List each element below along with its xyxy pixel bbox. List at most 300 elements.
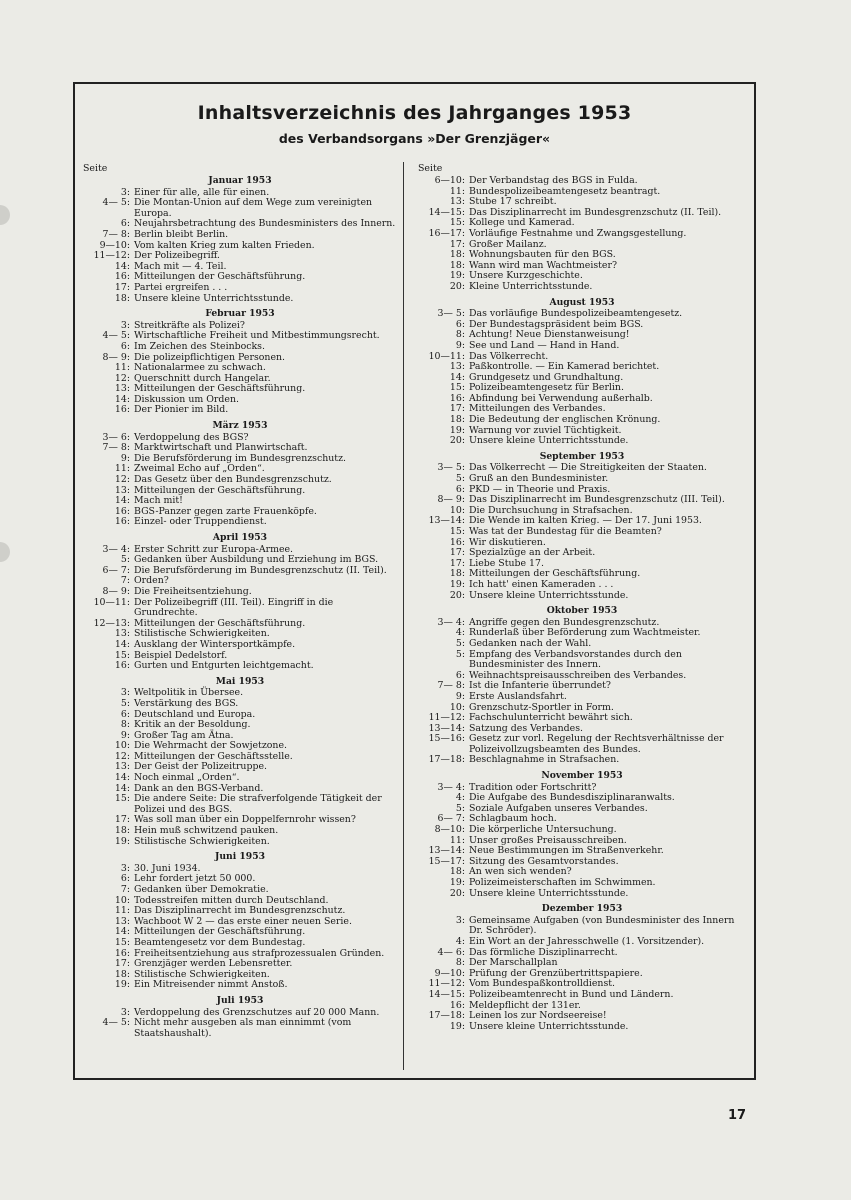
- entry-title: Der Polizeibegriff.: [134, 250, 220, 262]
- toc-entry: [418, 734, 746, 755]
- toc-entry: [83, 640, 397, 651]
- entry-page: 11—12:: [93, 250, 130, 262]
- entry-title: Großer Tag am Ätna.: [134, 729, 234, 741]
- entry-page: 9:: [455, 690, 465, 702]
- entry-page: 6:: [120, 873, 130, 885]
- toc-entry: [418, 990, 746, 1001]
- entry-page: 19:: [449, 424, 465, 436]
- entry-title: Gedanken über Demokratie.: [134, 884, 269, 895]
- page-title: Inhaltsverzeichnis des Jahrganges 1953: [197, 102, 632, 124]
- toc-entry: [83, 837, 397, 848]
- entry-page: 19:: [449, 578, 465, 590]
- entry-title: Vom Bundespaßkontrolldienst.: [469, 978, 615, 990]
- entry-title: Mitteilungen des Verbandes.: [469, 403, 606, 415]
- entry-title: Die andere Seite: Die strafverfolgende Tätigkeit der Polizei und des BGS.: [134, 793, 382, 815]
- entry-title: Partei ergreifen . . .: [134, 281, 228, 293]
- entry-page: 8— 9:: [102, 351, 130, 363]
- month-heading: März 1953: [212, 420, 268, 432]
- entry-page: 12:: [114, 372, 130, 384]
- entry-title: Unsere kleine Unterrichtsstunde.: [469, 589, 629, 601]
- entry-title: Der Polizeibegriff (III. Teil). Eingriff in die Grundrechte.: [134, 596, 334, 619]
- entry-page: 15:: [114, 649, 130, 661]
- entry-title: Im Zeichen des Steinbocks.: [134, 340, 265, 352]
- entry-page: 17:: [449, 238, 465, 250]
- toc-entry: [418, 804, 746, 815]
- entry-title: Verdoppelung des BGS?: [134, 431, 249, 443]
- entry-page: 13:: [114, 383, 130, 395]
- entry-page: 20:: [449, 280, 465, 292]
- entry-title: Prüfung der Grenzübertrittspapiere.: [469, 967, 643, 979]
- entry-title: Ausklang der Wintersportkämpfe.: [134, 638, 296, 650]
- entry-title: Unsere kleine Unterrichtsstunde.: [469, 887, 629, 899]
- punch-hole: [0, 542, 10, 562]
- entry-page: 16:: [449, 999, 465, 1011]
- entry-page: 3:: [120, 186, 130, 198]
- entry-title: Freiheitsentziehung aus strafprozessualen Gründen.: [134, 947, 385, 959]
- entry-page: 17:: [449, 547, 465, 559]
- entry-title: Tradition oder Fortschritt?: [469, 781, 597, 793]
- punch-hole: [0, 205, 10, 225]
- entry-page: 20:: [449, 435, 465, 447]
- entry-title: Gruß an den Bundesminister.: [469, 473, 609, 485]
- entry-title: Unsere kleine Unterrichtsstunde.: [469, 1020, 629, 1032]
- entry-title: Erster Schritt zur Europa-Armee.: [134, 543, 294, 555]
- entry-title: Hein muß schwitzend pauken.: [134, 825, 279, 837]
- entry-title: Die Montan-Union auf dem Wege zum vereinigten Europa.: [134, 197, 373, 219]
- entry-page: 19:: [449, 1020, 465, 1032]
- month-heading: Februar 1953: [205, 308, 275, 320]
- entry-page: 16:: [114, 947, 130, 959]
- entry-title: Die Bedeutung der englischen Krönung.: [469, 414, 661, 426]
- toc-entry: [83, 794, 397, 815]
- entry-page: 11:: [449, 185, 465, 197]
- entry-title: Diskussion um Orden.: [134, 393, 239, 405]
- entry-page: 14—15:: [428, 206, 465, 218]
- entry-page: 15:: [114, 793, 130, 805]
- entry-title: Vorläufige Festnahme und Zwangsgestellung.: [469, 227, 687, 239]
- entry-page: 12—13:: [93, 617, 130, 629]
- entry-title: Beamtengesetz vor dem Bundestag.: [134, 936, 306, 948]
- entry-page: 15—16:: [428, 733, 465, 745]
- toc-entry: [418, 755, 746, 766]
- entry-page: 16:: [114, 505, 130, 517]
- toc-entry: [418, 878, 746, 889]
- entry-title: Erste Auslandsfahrt.: [469, 690, 567, 702]
- entry-page: 8— 9:: [437, 494, 465, 506]
- entry-page: 7:: [120, 575, 130, 587]
- toc-entry: [418, 548, 746, 559]
- entry-page: 14:: [114, 393, 130, 405]
- entry-page: 18:: [449, 414, 465, 426]
- entry-title: Deutschland und Europa.: [134, 708, 256, 720]
- entry-page: 3:: [455, 914, 465, 926]
- entry-title: Spezialzüge an der Arbeit.: [469, 547, 596, 559]
- entry-title: Mitteilungen der Geschäftsführung.: [134, 617, 306, 629]
- month-heading: September 1953: [539, 450, 625, 462]
- entry-title: Dank an den BGS-Verband.: [134, 782, 264, 794]
- entry-title: Die polizeipflichtigen Personen.: [134, 351, 286, 363]
- toc-entry: [418, 527, 746, 538]
- toc-entry: [418, 948, 746, 959]
- entry-title: Polizeibeamtenrecht in Bund und Ländern.: [469, 988, 674, 1000]
- entry-title: Das Disziplinarrecht im Bundesgrenzschutz (III. Teil).: [469, 494, 725, 506]
- toc-entry: [418, 436, 746, 447]
- toc-entry: [83, 198, 397, 219]
- entry-page: 18:: [114, 292, 130, 304]
- entry-page: 13:: [449, 361, 465, 373]
- toc-entry: [418, 341, 746, 352]
- entry-title: Das Gesetz über den Bundesgrenzschutz.: [134, 474, 332, 486]
- entry-page: 4— 5:: [102, 1017, 130, 1029]
- toc-entry: [418, 187, 746, 198]
- month-heading: Juni 1953: [215, 851, 265, 863]
- entry-page: 11:: [114, 463, 130, 475]
- month-heading: Juli 1953: [216, 994, 264, 1006]
- month-heading: Dezember 1953: [541, 903, 623, 915]
- toc-entry: [418, 591, 746, 602]
- left-column: [83, 164, 397, 1039]
- toc-entry: [83, 720, 397, 731]
- toc-entry: [83, 230, 397, 241]
- entry-page: 6:: [455, 318, 465, 330]
- entry-title: Fachschulunterricht bewährt sich.: [469, 712, 633, 724]
- entry-page: 13:: [449, 196, 465, 208]
- toc-entry: [418, 692, 746, 703]
- entry-page: 8— 9:: [102, 585, 130, 597]
- entry-page: 14:: [114, 772, 130, 784]
- toc-entry: [83, 283, 397, 294]
- entry-page: 19:: [449, 877, 465, 888]
- entry-page: 7— 8:: [102, 442, 130, 454]
- toc-entry: [83, 241, 397, 252]
- entry-title: Das förmliche Disziplinarrecht.: [469, 946, 618, 958]
- entry-title: Zweimal Echo auf „Orden“.: [134, 463, 265, 475]
- toc-entry: [418, 681, 746, 692]
- entry-title: Angriffe gegen den Bundesgrenzschutz.: [469, 616, 660, 628]
- entry-title: Wir diskutieren.: [469, 536, 546, 548]
- entry-page: 13—14:: [428, 515, 465, 527]
- seite-label: Seite: [83, 163, 108, 174]
- entry-page: 13—14:: [428, 722, 465, 734]
- entry-title: Was soll man über ein Doppelfernrohr wissen?: [134, 814, 356, 826]
- month-heading: Oktober 1953: [546, 605, 618, 617]
- entry-title: Mitteilungen der Geschäftsführung.: [134, 271, 306, 283]
- toc-entry: [418, 889, 746, 900]
- entry-title: Einer für alle, alle für einen.: [134, 186, 270, 198]
- entry-title: Polizeibeamtengesetz für Berlin.: [469, 382, 624, 394]
- month-heading: Januar 1953: [208, 175, 272, 186]
- entry-page: 9:: [120, 452, 130, 464]
- toc-entry: [83, 1018, 397, 1039]
- entry-page: 13:: [114, 628, 130, 640]
- toc-entry: [418, 1022, 746, 1033]
- entry-title: Ich hatt' einen Kameraden . . .: [469, 578, 614, 590]
- entry-title: Marktwirtschaft und Planwirtschaft.: [134, 442, 308, 454]
- entry-title: Berlin bleibt Berlin.: [134, 228, 229, 240]
- toc-entry: [83, 587, 397, 598]
- entry-title: Die Wende im kalten Krieg. — Der 17. Juni 1953.: [469, 515, 702, 527]
- entry-title: Das Völkerrecht.: [469, 350, 549, 362]
- entry-page: 9:: [455, 339, 465, 351]
- entry-page: 17—18:: [428, 1010, 465, 1022]
- entry-page: 14:: [114, 782, 130, 794]
- entry-page: 4:: [455, 627, 465, 639]
- entry-page: 16:: [449, 392, 465, 404]
- month-heading: Mai 1953: [215, 675, 265, 687]
- right-column: [418, 164, 746, 1032]
- entry-page: 11:: [114, 362, 130, 374]
- entry-page: 15:: [114, 936, 130, 948]
- entry-page: 12:: [114, 750, 130, 762]
- entry-title: Streitkräfte als Polizei?: [134, 319, 245, 331]
- entry-page: 3:: [120, 319, 130, 331]
- entry-title: Die körperliche Untersuchung.: [469, 824, 617, 836]
- entry-page: 15:: [449, 526, 465, 537]
- toc-entry: [83, 272, 397, 283]
- entry-title: Warnung vor zuviel Tüchtigkeit.: [469, 424, 622, 436]
- entry-page: 7— 8:: [437, 680, 465, 692]
- entry-title: Sitzung des Gesamtvorstandes.: [469, 855, 619, 867]
- entry-page: 5:: [455, 637, 465, 649]
- entry-title: Bundespolizeibeamtengesetz beantragt.: [469, 185, 661, 197]
- entry-page: 11—12:: [428, 712, 465, 724]
- toc-entry: [83, 384, 397, 395]
- entry-page: 11:: [114, 905, 130, 917]
- entry-title: Meldepflicht der 131er.: [469, 999, 581, 1011]
- entry-page: 3— 6:: [102, 431, 130, 443]
- entry-title: Die Berufsförderung im Bundesgrenzschutz.: [134, 452, 346, 464]
- entry-title: Abfindung bei Verwendung außerhalb.: [469, 392, 653, 404]
- entry-page: 6:: [120, 218, 130, 230]
- entry-page: 3:: [120, 1006, 130, 1018]
- toc-entry: [418, 916, 746, 937]
- entry-page: 16—17:: [428, 227, 465, 239]
- toc-frame: [73, 82, 756, 1080]
- entry-page: 3:: [120, 862, 130, 874]
- entry-page: 16:: [114, 516, 130, 528]
- toc-entry: [83, 566, 397, 577]
- entry-title: Empfang des Verbandsvorstandes durch den Bundesminister des Innern.: [469, 648, 682, 671]
- entry-title: Neujahrsbetrachtung des Bundesministers des Innern.: [134, 218, 396, 230]
- entry-title: Stilistische Schwierigkeiten.: [134, 835, 270, 847]
- entry-title: Kleine Unterrichtsstunde.: [469, 280, 593, 292]
- entry-page: 20:: [449, 887, 465, 899]
- entry-page: 7— 8:: [102, 228, 130, 240]
- entry-title: Mitteilungen der Geschäftsführung.: [134, 383, 306, 395]
- entry-page: 9:: [120, 729, 130, 741]
- column-divider: [403, 162, 404, 1070]
- entry-page: 10:: [449, 504, 465, 516]
- entry-title: Beispiel Dedelstorf.: [134, 649, 228, 661]
- entry-title: Mitteilungen der Geschäftsführung.: [469, 568, 641, 580]
- toc-entry: [83, 294, 397, 305]
- toc-entry: [83, 598, 397, 619]
- entry-title: Das Völkerrecht — Die Streitigkeiten der Staaten.: [469, 462, 707, 474]
- entry-page: 3— 5:: [437, 462, 465, 474]
- toc-entry: [83, 486, 397, 497]
- entry-title: Stube 17 schreibt.: [469, 196, 557, 208]
- entry-title: Schlagbaum hoch.: [469, 813, 557, 825]
- entry-title: Weihnachtspreisausschreiben des Verbandes.: [469, 669, 687, 681]
- entry-page: 13—14:: [428, 845, 465, 857]
- entry-title: Die Berufsförderung im Bundesgrenzschutz (II. Teil).: [134, 564, 387, 576]
- entry-page: 16:: [114, 404, 130, 416]
- entry-title: Die Durchsuchung in Strafsachen.: [469, 504, 633, 516]
- toc-entry: [83, 251, 397, 262]
- entry-title: Unsere kleine Unterrichtsstunde.: [134, 292, 294, 304]
- entry-page: 15—17:: [428, 855, 465, 867]
- entry-title: Kritik an der Besoldung.: [134, 719, 251, 731]
- entry-title: Mach mit!: [134, 495, 183, 507]
- toc-entry: [83, 405, 397, 416]
- entry-page: 19:: [114, 835, 130, 847]
- toc-entry: [83, 395, 397, 406]
- entry-page: 5:: [455, 648, 465, 660]
- entry-page: 6— 7:: [437, 813, 465, 825]
- entry-page: 3:: [120, 687, 130, 699]
- entry-page: 17:: [114, 958, 130, 970]
- entry-title: Die Wehrmacht der Sowjetzone.: [134, 740, 287, 752]
- entry-title: Polizeimeisterschaften im Schwimmen.: [469, 877, 656, 888]
- entry-page: 8—10:: [434, 824, 465, 836]
- entry-title: Einzel- oder Truppendienst.: [134, 516, 267, 528]
- entry-title: Wachboot W 2 — das erste einer neuen Serie.: [134, 915, 352, 927]
- toc-entry: [83, 688, 397, 699]
- entry-page: 4— 6:: [437, 946, 465, 958]
- entry-title: Stilistische Schwierigkeiten.: [134, 628, 270, 640]
- entry-page: 4:: [455, 792, 465, 804]
- entry-page: 14:: [114, 260, 130, 272]
- entry-page: 13:: [114, 915, 130, 927]
- entry-page: 8:: [120, 719, 130, 731]
- entry-title: Verstärkung des BGS.: [134, 697, 239, 709]
- toc-entry: [418, 176, 746, 187]
- entry-page: 6— 7:: [102, 564, 130, 576]
- entry-title: Mitteilungen der Geschäftsführung.: [134, 926, 306, 938]
- entry-page: 6:: [455, 483, 465, 495]
- entry-page: 18:: [449, 866, 465, 878]
- entry-page: 5:: [455, 473, 465, 485]
- entry-page: 15:: [449, 382, 465, 394]
- entry-title: Mach mit — 4. Teil.: [134, 260, 227, 272]
- entry-title: Ist die Infanterie überrundet?: [469, 680, 611, 692]
- toc-entry: [83, 762, 397, 773]
- entry-page: 5:: [455, 802, 465, 814]
- entry-page: 3— 4:: [437, 616, 465, 628]
- entry-page: 13:: [114, 761, 130, 773]
- entry-title: Runderlaß über Beförderung zum Wachtmeister.: [469, 627, 701, 639]
- entry-title: Wohnungsbauten für den BGS.: [469, 249, 616, 261]
- entry-page: 3— 4:: [437, 781, 465, 793]
- entry-page: 17:: [449, 557, 465, 569]
- entry-page: 4— 5:: [102, 330, 130, 342]
- toc-entry: [83, 219, 397, 230]
- toc-entry: [418, 650, 746, 671]
- entry-title: Orden?: [134, 575, 169, 587]
- entry-page: 3— 5:: [437, 308, 465, 320]
- toc-entry: [83, 938, 397, 949]
- entry-page: 7:: [120, 884, 130, 895]
- entry-page: 13:: [114, 484, 130, 496]
- entry-page: 18:: [449, 259, 465, 271]
- entry-page: 14:: [449, 371, 465, 383]
- entry-title: An wen sich wenden?: [469, 866, 572, 878]
- entry-page: 8:: [455, 957, 465, 969]
- entry-title: Das Disziplinarrecht im Bundesgrenzschutz (II. Teil).: [469, 206, 722, 218]
- entry-page: 17—18:: [428, 754, 465, 766]
- entry-title: Gesetz zur vorl. Regelung der Rechtsverhältnisse der Polizeivollzugsbeamten des Bundes.: [469, 733, 724, 755]
- entry-page: 5:: [120, 554, 130, 566]
- entry-page: 20:: [449, 589, 465, 601]
- toc-entry: [83, 661, 397, 672]
- entry-page: 14:: [114, 495, 130, 507]
- entry-page: 10—11:: [93, 596, 130, 608]
- entry-page: 6:: [120, 708, 130, 720]
- month-heading: November 1953: [541, 770, 623, 782]
- entry-page: 15:: [449, 217, 465, 229]
- entry-title: Nationalarmee zu schwach.: [134, 362, 266, 374]
- entry-title: Liebe Stube 17.: [469, 557, 544, 569]
- entry-title: Kollege und Kamerad.: [469, 217, 575, 229]
- entry-page: 14—15:: [428, 988, 465, 1000]
- entry-page: 11:: [449, 834, 465, 846]
- entry-page: 16:: [114, 271, 130, 283]
- page-subtitle: des Verbandsorgans »Der Grenzjäger«: [278, 131, 551, 146]
- entry-title: Paßkontrolle. — Ein Kamerad berichtet.: [469, 361, 660, 373]
- entry-title: Wann wird man Wachtmeister?: [469, 259, 617, 271]
- entry-page: 9—10:: [434, 967, 465, 979]
- entry-page: 3— 4:: [102, 543, 130, 555]
- entry-title: Unser großes Preisausschreiben.: [469, 834, 627, 846]
- entry-page: 17:: [449, 403, 465, 415]
- entry-title: Unsere Kurzgeschichte.: [469, 270, 583, 282]
- entry-title: Wirtschaftliche Freiheit und Mitbestimmungsrecht.: [134, 330, 380, 342]
- toc-entry: [83, 517, 397, 528]
- page-number: 17: [728, 1108, 747, 1123]
- entry-title: Gedanken nach der Wahl.: [469, 637, 592, 649]
- entry-page: 10:: [114, 894, 130, 906]
- entry-title: Gemeinsame Aufgaben (von Bundesminister des Innern Dr. Schröder).: [469, 914, 735, 937]
- toc-entry: [418, 229, 746, 240]
- entry-title: Grundgesetz und Grundhaltung.: [469, 371, 624, 383]
- entry-page: 18:: [114, 825, 130, 837]
- entry-page: 5:: [120, 697, 130, 709]
- entry-title: 30. Juni 1934.: [134, 862, 201, 874]
- entry-title: Grenzschutz-Sportler in Form.: [469, 701, 614, 713]
- entry-page: 16:: [449, 536, 465, 548]
- entry-page: 11—12:: [428, 978, 465, 990]
- toc-entry: [418, 857, 746, 868]
- entry-page: 18:: [114, 968, 130, 980]
- entry-title: Verdoppelung des Grenzschutzes auf 20 000 Mann.: [134, 1006, 380, 1018]
- entry-page: 14:: [114, 638, 130, 650]
- entry-title: Das Disziplinarrecht im Bundesgrenzschutz.: [134, 905, 346, 917]
- entry-title: Mitteilungen der Geschäftsführung.: [134, 484, 306, 496]
- entry-title: Achtung! Neue Dienstanweisung!: [469, 329, 630, 341]
- entry-title: Der Pionier im Bild.: [134, 404, 229, 416]
- entry-title: Weltpolitik in Übersee.: [134, 687, 244, 699]
- entry-title: Unsere kleine Unterrichtsstunde.: [469, 435, 629, 447]
- entry-title: Vom kalten Krieg zum kalten Frieden.: [134, 239, 315, 251]
- toc-entry: [418, 937, 746, 948]
- toc-entry: [418, 580, 746, 591]
- entry-title: Ein Wort an der Jahresschwelle (1. Vorsitzender).: [469, 935, 705, 947]
- toc-entry: [418, 639, 746, 650]
- entry-title: Leinen los zur Nordseereise!: [469, 1010, 607, 1022]
- entry-page: 19:: [449, 270, 465, 282]
- entry-title: Grenzjäger werden Lebensretter.: [134, 958, 293, 970]
- entry-page: 18:: [449, 568, 465, 580]
